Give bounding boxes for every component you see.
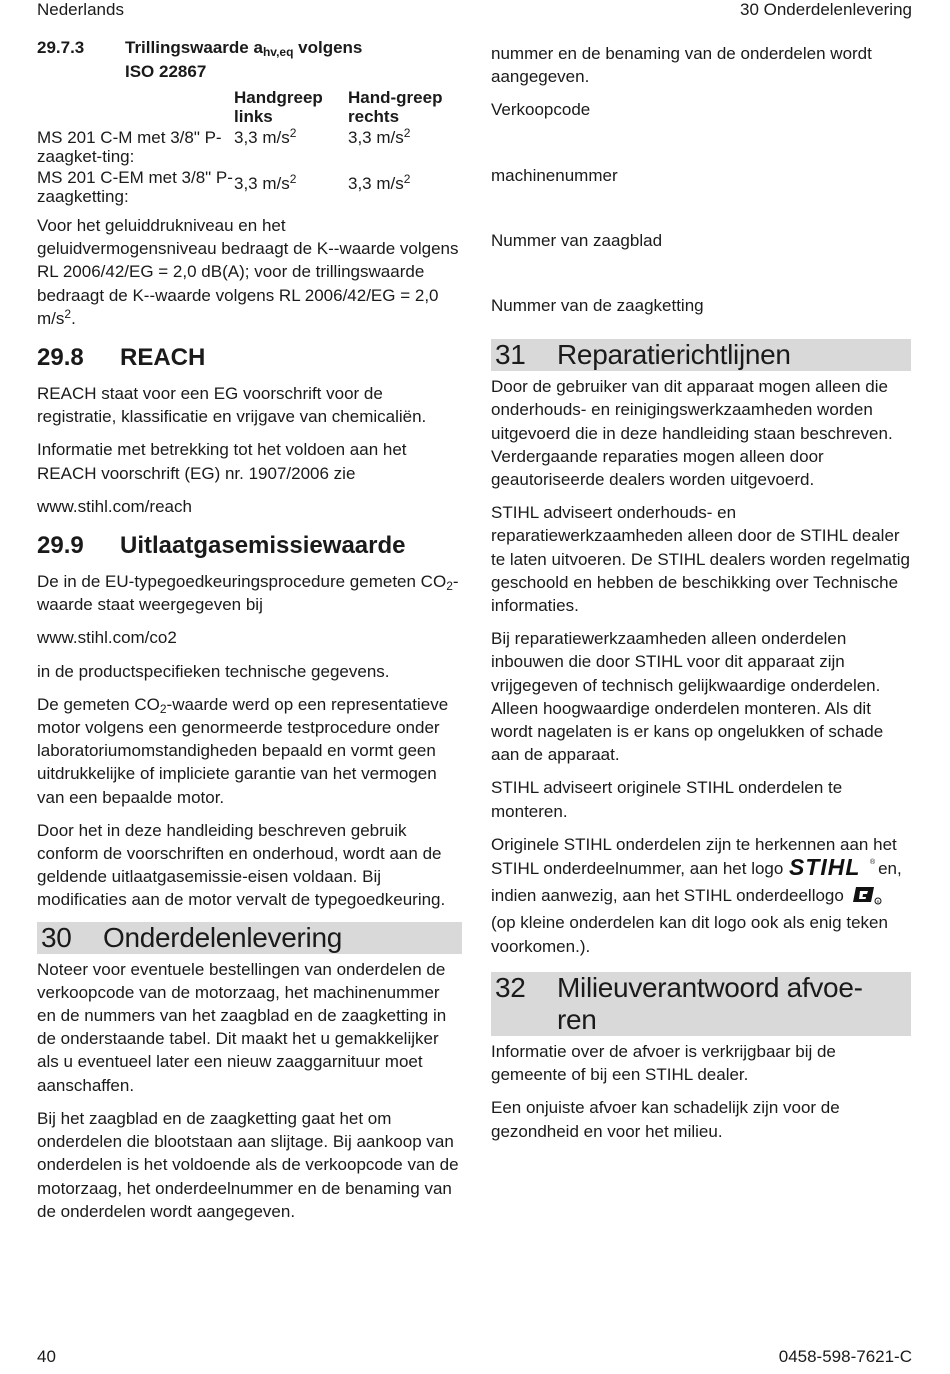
row-left-value: 3,3 $m/s^2$ bbox=[234, 172, 297, 193]
parts-p2: Bij het zaagblad en de zaagketting gaat het om onderdelen die blootstaan aan slijtage. Bij aankoop van onderdelen is het voldoende als de verkoopcode van de motorzaag, het onderdeelnummer en de benaming van de onderdelen wordt aangegeven. bbox=[37, 1108, 459, 1221]
heading-29-9: 29.9 Uitlaatgasemissiewaarde bbox=[37, 532, 406, 560]
heading-title-post: volgens bbox=[293, 38, 363, 57]
header-section: 30 Onderdelenlevering bbox=[739, 0, 912, 19]
header-language: Nederlands bbox=[37, 0, 124, 19]
heading-31: 31 Reparatierichtlijnen bbox=[491, 339, 911, 371]
disposal-p2: Een onjuiste afvoer kan schadelijk zijn voor de gezondheid en voor het milieu. bbox=[491, 1098, 840, 1141]
col-header-right: Hand-greep rechts bbox=[348, 88, 443, 126]
field-sales-code: Verkoopcode bbox=[491, 100, 591, 120]
svg-text:R: R bbox=[876, 899, 880, 905]
heading-30: 30 Onderdelenlevering bbox=[37, 922, 462, 954]
heading-29-7-3 bbox=[37, 36, 462, 84]
co2-p4: Door het in deze handleiding beschreven gebruik conform de voorschriften en onderhoud, wordt aan de geldende uitlaatgasemissie-eisen voldaan. Bij modificaties aan de motor vervalt de typegoedkeuring. bbox=[37, 820, 446, 910]
stihl-logo bbox=[788, 856, 876, 884]
right-column bbox=[491, 44, 911, 1153]
vibration-table bbox=[37, 88, 458, 206]
table-row bbox=[37, 166, 458, 206]
col-header-left: Handgreep links bbox=[234, 88, 323, 126]
reach-url: www.stihl.com/reach bbox=[37, 496, 192, 516]
parts-p2-continued: nummer en de benaming van de onderdelen wordt aangegeven. bbox=[491, 44, 872, 87]
field-bar-number: Nummer van zaagblad bbox=[491, 230, 663, 250]
reach-p2: Informatie met betrekking tot het voldoen aan het REACH voorschrift (EG) nr. 1907/2006 zie bbox=[37, 440, 407, 483]
heading-29-8: 29.8 REACH bbox=[37, 344, 206, 372]
row-right-value: 3,3 $m/s^2$ bbox=[348, 126, 411, 147]
field-machine-number: machinenummer bbox=[491, 165, 618, 185]
co2-p1: De in de EU-typegoedkeuringsprocedure gemeten $CO_2$-waarde staat weergegeven bij bbox=[37, 572, 459, 615]
page-number: 40 bbox=[37, 1347, 56, 1366]
stihl-logo-text: STIHL bbox=[789, 854, 861, 881]
repair-p3: Bij reparatiewerkzaamheden alleen onderdelen inbouwen die door STIHL voor dit apparaat zijn vrijgegeven of technisch gelijkwaardige onderdelen. Alleen hoogwaardige onderdelen monteren. Als dit wordt nagelaten is er kans op ongelukken of schade aan de apparaat. bbox=[491, 629, 884, 765]
heading-number: 29.7.3 bbox=[37, 38, 85, 57]
row-model: MS 201 C-M met 3/8" P-zaagket-ting: bbox=[37, 128, 222, 166]
co2-p3: De gemeten $CO_2$-waarde werd op een representatieve motor volgens een genormeerde testprocedure onder laboratoriumomstandigheden bepaald en vormt geen uitdrukkelijke of impliciete garantie van het vermogen van een bepaalde motor. bbox=[37, 694, 449, 807]
table-row bbox=[37, 126, 458, 166]
co2-p2: in de productspecifieken technische gegevens. bbox=[37, 661, 390, 681]
repair-p1: Door de gebruiker van dit apparaat mogen alleen die onderhouds- en reinigingswerkzaamheden worden uitgevoerd die in deze handleiding staan beschreven. Verdergaande reparaties mogen alleen door geautoriseerde dealers worden uitgevoerd. bbox=[491, 377, 893, 490]
repair-p4: STIHL adviseert originele STIHL onderdelen te monteren. bbox=[491, 778, 843, 821]
heading-title-line2: ISO 22867 bbox=[125, 62, 207, 81]
disposal-p1: Informatie over de afvoer is verkrijgbaar bij de gemeente of bij een STIHL dealer. bbox=[491, 1041, 836, 1085]
parts-p1: Noteer voor eventuele bestellingen van onderdelen de verkoopcode van de motorzaag, het machinenummer en de nummers van het zaagblad en de zaagketting in de onderstaande tabel. Dit maakt het u gemakkelijker als u eventueel later een nieuw zaaggarnituur moet aanschaffen. bbox=[37, 959, 447, 1095]
heading-32: 32 Milieuverantwoord afvoe- ren bbox=[491, 972, 911, 1036]
row-model: MS 201 C-EM met 3/8" P-zaagketting: bbox=[37, 168, 233, 206]
k-value-paragraph: Voor het geluiddrukniveau en het geluidvermogensniveau bedraagt de K--waarde volgens RL 2006/42/EG = 2,0 dB(A); voor de trillingswaarde bedraagt de K--waarde volgens RL 2006/42/EG = 2,0 $m/s^2$. bbox=[37, 216, 459, 328]
left-column bbox=[37, 36, 462, 1221]
svg-text:®: ® bbox=[870, 859, 876, 867]
repair-p2: STIHL adviseert onderhouds- en reparatiewerkzaamheden alleen door de STIHL dealer te laten uitvoeren. De STIHL dealers worden regelmatig geschoold en hebben de beschikking over Technische informaties. bbox=[491, 503, 910, 616]
repair-p5: Originele STIHL onderdelen zijn te herkennen aan het STIHL onderdeelnummer, aan het logo STIHL ® en, indien aanwezig, aan het STIHL onderdeellogo R (op kleine onderdelen kan dit logo ook als enig teken voorkomen.). bbox=[491, 834, 902, 956]
row-right-value: 3,3 $m/s^2$ bbox=[348, 172, 411, 193]
row-left-value: 3,3 $m/s^2$ bbox=[234, 126, 297, 147]
co2-url: www.stihl.com/co2 bbox=[37, 628, 177, 648]
document-code: 0458-598-7621-C bbox=[778, 1347, 912, 1366]
parts-logo-icon bbox=[852, 885, 882, 911]
field-chain-number: Nummer van de zaagketting bbox=[491, 296, 704, 316]
heading-title-sub: hv,eq bbox=[262, 45, 294, 59]
heading-title-pre: Trillingswaarde a bbox=[125, 38, 263, 57]
reach-p1: REACH staat voor een EG voorschrift voor de registratie, klassificatie en vrijgave van chemicaliën. bbox=[37, 384, 427, 427]
